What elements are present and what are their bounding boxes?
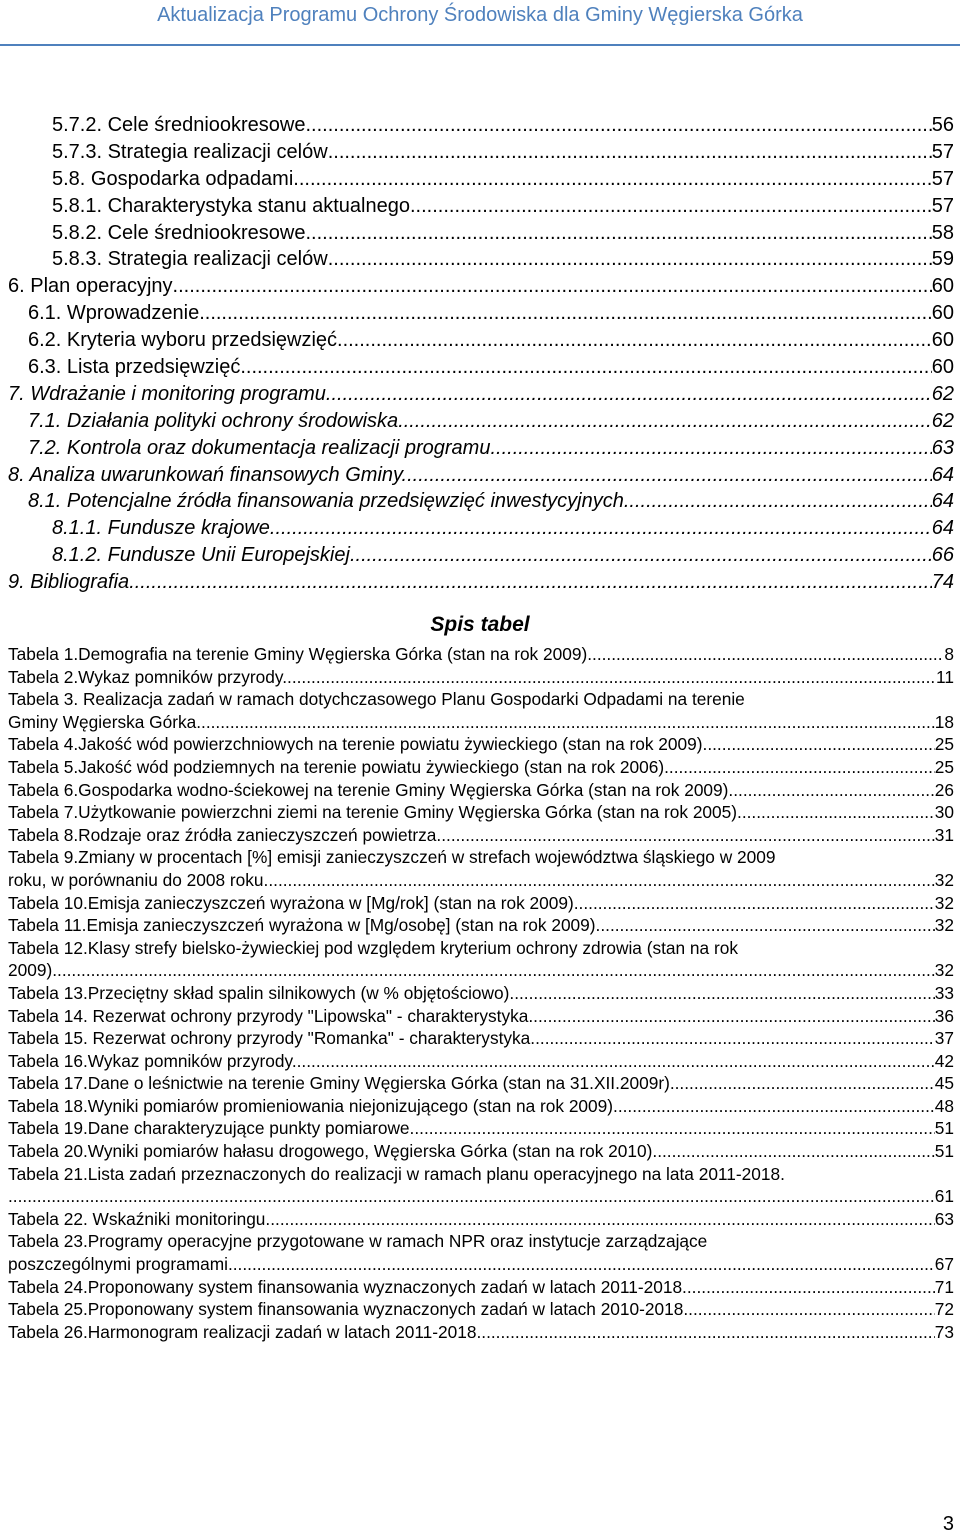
dot-leader (481, 1321, 934, 1344)
page-number: 3 (942, 1513, 954, 1535)
toc-entry-title: 5.8. Gospodarka odpadami. (52, 167, 299, 190)
dot-leader (350, 542, 932, 568)
toc-entry-page: 56 (931, 114, 954, 136)
table-list-entry[interactable] (8, 1095, 954, 1118)
table-entry-line: Tabela 21.Lista zadań przeznaczonych do realizacji w ramach planu operacyjnego na lata 2011-2018. (8, 1163, 785, 1184)
toc-entry-page: 57 (931, 140, 954, 163)
table-entry-page: 37 (934, 1028, 954, 1049)
dot-leader (199, 300, 932, 326)
dot-leader (579, 892, 935, 915)
dot-leader (268, 869, 934, 892)
toc-entry-page: 66 (931, 544, 954, 567)
table-entry-page: 31 (934, 824, 954, 845)
table-entry-page: 72 (934, 1299, 954, 1320)
dot-leader (624, 488, 932, 514)
toc-entry-page: 60 (931, 356, 954, 379)
table-entry-page: 32 (934, 869, 954, 890)
toc-entry-page: 64 (931, 517, 954, 540)
toc-entry-title: 7.1. Działania polityki ochrony środowiska (28, 409, 399, 432)
table-entry-page: 32 (934, 892, 954, 913)
table-list-entry[interactable] (8, 1140, 954, 1163)
toc-entry-title: 5.7.3. Strategia realizacji celów (52, 140, 328, 163)
table-list-entry[interactable] (8, 1208, 954, 1231)
tables-list-heading: Spis tabel (430, 613, 530, 636)
dot-leader (201, 711, 935, 734)
table-entry-title: Tabela 5.Jakość wód podziemnych na terenie powiatu żywieckiego (stan na rok 2006). (8, 756, 669, 777)
table-entry-title: Tabela 7.Użytkowanie powierzchni ziemi na terenie Gminy Węgierska Górka (stan na rok 2005) (8, 802, 738, 823)
dot-leader (670, 1072, 935, 1095)
table-entry-title: Tabela 13.Przeciętny skład spalin silnikowych (w % objętościowo) (8, 982, 510, 1003)
toc-entry-page: 60 (931, 302, 954, 325)
table-entry-title: poszczególnymi programami. (8, 1254, 233, 1275)
dot-leader (328, 139, 932, 165)
table-entry-line: Tabela 3. Realizacja zadań w ramach dotychczasowego Planu Gospodarki Odpadami na terenie (8, 689, 745, 710)
toc-entry-page: 57 (931, 194, 954, 217)
table-list-entry[interactable] (8, 914, 954, 937)
table-entry-title: Tabela 16.Wykaz pomników przyrody. (8, 1050, 297, 1071)
toc-entry[interactable] (0, 246, 960, 273)
toc-entry-title: 9. Bibliografia (8, 571, 130, 594)
toc-entry[interactable] (0, 381, 960, 408)
toc-entry-page: 64 (931, 463, 954, 486)
table-entry-title: 2009). (8, 960, 58, 981)
table-entry-title: Tabela 14. Rezerwat ochrony przyrody "Lipowska" - charakterystyka. (8, 1005, 534, 1026)
toc-entry[interactable] (0, 488, 960, 515)
table-entry-title: Tabela 22. Wskaźniki monitoringu. (8, 1208, 271, 1229)
toc-entry-title: 6.1. Wprowadzenie (28, 302, 200, 325)
table-entry-page: 18 (934, 711, 954, 732)
table-list-entry[interactable] (8, 846, 954, 891)
dot-leader (240, 354, 931, 380)
toc-entry[interactable] (0, 542, 960, 569)
toc-entry-title: 5.7.2. Cele średniookresowe (52, 114, 306, 136)
dot-leader (414, 1117, 934, 1140)
table-entry-page: 8 (944, 644, 954, 664)
table-list-entry[interactable] (8, 643, 954, 666)
toc-entry-page: 64 (931, 490, 954, 513)
running-header: Aktualizacja Programu Ochrony Środowiska dla Gminy Węgierska Górka (157, 4, 803, 26)
toc-entry-title: 5.8.2. Cele średniookresowe (52, 221, 306, 244)
table-entry-title: Tabela 15. Rezerwat ochrony przyrody "Romanka" - charakterystyka. (8, 1028, 536, 1049)
table-entry-page: 42 (934, 1050, 954, 1071)
table-list-entry[interactable] (8, 1230, 954, 1275)
dot-leader (326, 381, 932, 407)
table-list-entry[interactable] (8, 1050, 954, 1073)
toc-entry-title: 7.2. Kontrola oraz dokumentacja realizacji programu (28, 436, 491, 459)
tables-list (8, 643, 954, 1343)
table-entry-page: 63 (934, 1208, 954, 1229)
table-entry-title: Tabela 10.Emisja zanieczyszczeń wyrażona w [Mg/rok] (stan na rok 2009). (8, 892, 579, 913)
table-entry-page: 61 (934, 1186, 954, 1207)
dot-leader (535, 1027, 935, 1050)
table-list-entry[interactable] (8, 1276, 954, 1299)
toc-entry[interactable] (0, 139, 960, 166)
toc-entry-page: 59 (931, 248, 954, 271)
toc-entry[interactable] (0, 435, 960, 462)
table-of-contents (0, 112, 960, 596)
table-entry-page: 25 (934, 734, 954, 755)
table-entry-page: 51 (934, 1141, 954, 1162)
table-list-entry[interactable] (8, 801, 954, 824)
toc-entry[interactable] (0, 462, 960, 489)
dot-leader (733, 779, 935, 802)
toc-entry[interactable] (0, 569, 960, 596)
toc-entry-page: 74 (931, 571, 954, 594)
table-list-entry[interactable] (8, 666, 954, 689)
dot-leader (509, 982, 934, 1005)
toc-entry[interactable] (0, 408, 960, 435)
table-entry-title: roku, w porównaniu do 2008 roku. (8, 869, 269, 890)
table-list-entry[interactable] (8, 1027, 954, 1050)
toc-entry-title: 6.2. Kryteria wyboru przedsięwzięć (28, 329, 338, 352)
toc-entry-title: 6. Plan operacyjny (8, 275, 173, 298)
dot-leader (305, 220, 931, 246)
toc-entry-title: 6.3. Lista przedsięwzięć (28, 356, 241, 379)
table-entry-title: Tabela 25.Proponowany system finansowania wyznaczonych zadań w latach 2010-2018. (8, 1299, 689, 1320)
toc-entry[interactable] (0, 112, 960, 139)
toc-entry-title: 8.1.2. Fundusze Unii Europejskiej (52, 544, 350, 567)
table-entry-title: Tabela 6.Gospodarka wodno-ściekowej na terenie Gminy Węgierska Górka (stan na rok 2009). (8, 779, 734, 800)
table-list-entry[interactable] (8, 982, 954, 1005)
dot-leader (688, 1298, 935, 1321)
table-entry-title: Tabela 17.Dane o leśnictwie na terenie Gminy Węgierska Górka (stan na 31.XII.2009r) (8, 1073, 670, 1094)
toc-entry-title: 5.8.3. Strategia realizacji celów (52, 248, 328, 271)
table-entry-title: Tabela 1.Demografia na terenie Gminy Węgierska Górka (stan na rok 2009). (8, 644, 593, 664)
table-entry-line: Tabela 9.Zmiany w procentach [%] emisji zanieczyszczeń w strefach województwa śląskiego w 2009 (8, 847, 776, 868)
table-entry-title: Tabela 26.Harmonogram realizacji zadań w latach 2011-2018. (8, 1321, 482, 1342)
toc-entry[interactable] (0, 300, 960, 327)
toc-entry[interactable] (0, 354, 960, 381)
dot-leader (707, 733, 934, 756)
dot-leader (490, 435, 931, 461)
toc-entry-title: 8. Analiza uwarunkowań finansowych Gminy. (8, 463, 408, 486)
table-entry-page: 45 (934, 1073, 954, 1094)
table-entry-page: 25 (934, 756, 954, 777)
dot-leader (600, 914, 934, 937)
table-entry-page: 32 (934, 915, 954, 936)
toc-entry-page: 62 (931, 409, 954, 432)
table-list-entry[interactable] (8, 937, 954, 982)
table-entry-page: 51 (934, 1118, 954, 1139)
table-entry-page: 48 (934, 1095, 954, 1116)
toc-entry-title: 8.1.1. Fundusze krajowe (52, 517, 270, 540)
toc-entry-title: 5.8.1. Charakterystyka stanu aktualnego. (52, 194, 416, 217)
header-rule (0, 44, 960, 46)
dot-leader (8, 1185, 935, 1208)
dot-leader (618, 1095, 935, 1118)
dot-leader (687, 1276, 935, 1299)
table-entry-title: Tabela 8.Rodzaje oraz źródła zanieczyszczeń powietrza. (8, 824, 442, 845)
dot-leader (287, 666, 936, 689)
table-list-entry[interactable] (8, 1005, 954, 1028)
toc-entry-page: 58 (931, 221, 954, 244)
table-list-entry[interactable] (8, 1321, 954, 1344)
dot-leader (129, 569, 932, 595)
toc-entry-title: 7. Wdrażanie i monitoring programu (8, 382, 326, 405)
table-list-entry[interactable] (8, 824, 954, 847)
table-entry-page: 71 (934, 1276, 954, 1297)
dot-leader (657, 1140, 935, 1163)
dot-leader (297, 1050, 935, 1073)
dot-leader (669, 756, 935, 779)
toc-entry-page: 60 (931, 329, 954, 352)
table-entry-line: Tabela 23.Programy operacyjne przygotowane w ramach NPR oraz instytucje zarządzające (8, 1231, 708, 1252)
table-entry-line: Tabela 12.Klasy strefy bielsko-żywieckiej pod względem kryterium ochrony zdrowia (stan na rok (8, 937, 738, 958)
table-list-entry[interactable] (8, 779, 954, 802)
table-list-entry[interactable] (8, 1298, 954, 1321)
table-entry-page: 32 (934, 960, 954, 981)
table-entry-page: 30 (934, 802, 954, 823)
toc-entry[interactable] (0, 515, 960, 542)
table-list-entry[interactable] (8, 733, 954, 756)
table-entry-page: 26 (934, 779, 954, 800)
toc-entry[interactable] (0, 166, 960, 193)
table-entry-title: Tabela 19.Dane charakteryzujące punkty pomiarowe. (8, 1118, 415, 1139)
table-list-entry[interactable] (8, 756, 954, 779)
table-entry-title: Tabela 20.Wyniki pomiarów hałasu drogowego, Węgierska Górka (stan na rok 2010). (8, 1141, 658, 1162)
table-list-entry[interactable] (8, 892, 954, 915)
toc-entry-page: 63 (931, 436, 954, 459)
table-entry-page: 11 (936, 666, 954, 687)
table-entry-title: Tabela 18.Wyniki pomiarów promieniowania niejonizującego (stan na rok 2009). (8, 1095, 618, 1116)
table-entry-title: Tabela 2.Wykaz pomników przyrody. (8, 666, 288, 687)
dot-leader (416, 193, 932, 219)
toc-entry[interactable] (0, 193, 960, 220)
dot-leader (270, 515, 932, 541)
table-list-entry[interactable] (8, 688, 954, 733)
dot-leader (299, 166, 932, 192)
dot-leader (57, 959, 935, 982)
dot-leader (305, 112, 931, 138)
toc-entry[interactable] (0, 327, 960, 354)
dot-leader (173, 273, 932, 299)
toc-entry-page: 62 (931, 382, 954, 405)
dot-leader (233, 1253, 935, 1276)
dot-leader (270, 1208, 935, 1231)
table-entry-page: 33 (934, 982, 954, 1003)
table-entry-title: Gminy Węgierska Górka. (8, 711, 202, 732)
table-entry-page: 73 (934, 1321, 954, 1342)
dot-leader (398, 408, 932, 434)
table-entry-title: Tabela 4.Jakość wód powierzchniowych na terenie powiatu żywieckiego (stan na rok 2009). (8, 734, 708, 755)
table-list-entry[interactable] (8, 1163, 954, 1208)
table-entry-title: Tabela 11.Emisja zanieczyszczeń wyrażona w [Mg/osobę] (stan na rok 2009). (8, 915, 601, 936)
table-list-entry[interactable] (8, 1072, 954, 1095)
dot-leader (441, 824, 935, 847)
dot-leader (533, 1005, 935, 1028)
dot-leader (737, 801, 935, 824)
dot-leader (328, 246, 932, 272)
toc-entry-page: 60 (931, 275, 954, 298)
toc-entry-page: 57 (931, 167, 954, 190)
dot-leader (407, 462, 932, 488)
table-entry-title: Tabela 24.Proponowany system finansowania wyznaczonych zadań w latach 2011-2018. (8, 1276, 687, 1297)
dot-leader (337, 327, 932, 353)
toc-entry-title: 8.1. Potencjalne źródła finansowania przedsięwzięć inwestycyjnych (28, 490, 624, 513)
toc-entry[interactable] (0, 220, 960, 247)
table-entry-page: 36 (934, 1005, 954, 1026)
toc-entry[interactable] (0, 273, 960, 300)
dot-leader (592, 643, 944, 666)
table-list-entry[interactable] (8, 1117, 954, 1140)
table-entry-page: 67 (934, 1254, 954, 1275)
